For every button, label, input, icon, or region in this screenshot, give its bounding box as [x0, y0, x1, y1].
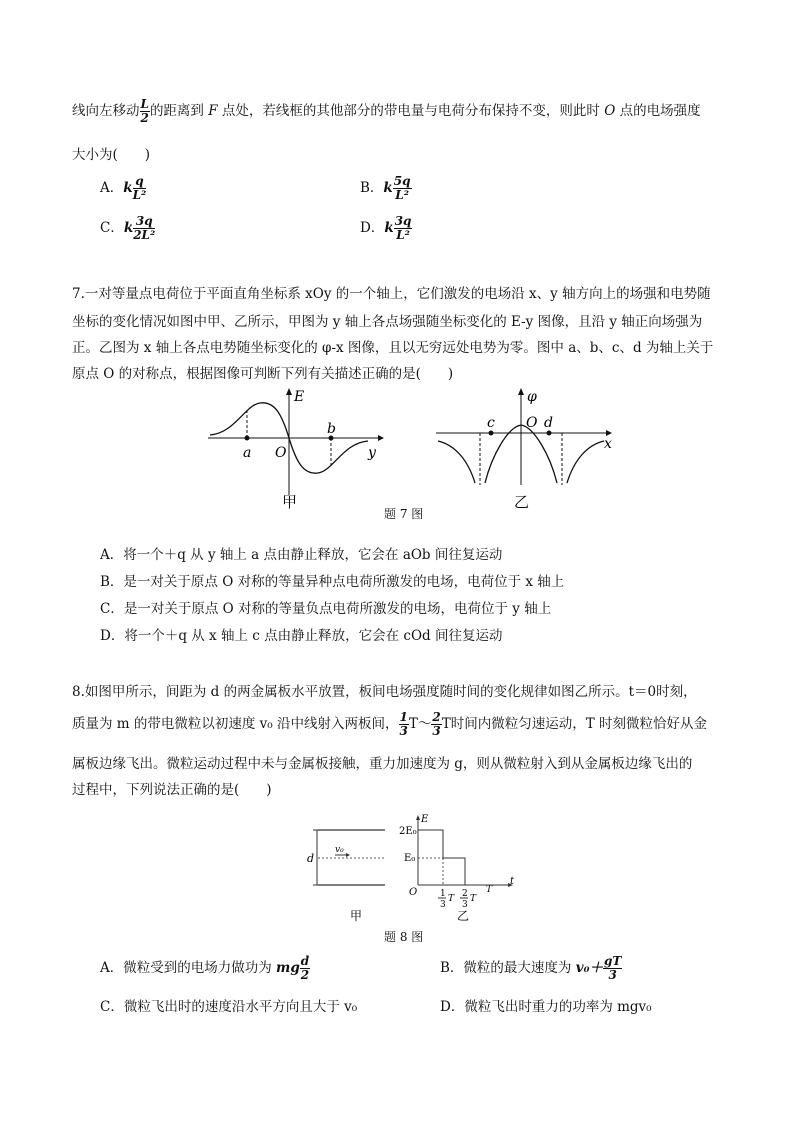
label-third-num: 1 — [440, 889, 446, 899]
q8-figure — [300, 810, 530, 930]
q7-option-a[interactable]: A．将一个＋q 从 y 轴上 a 点由静止释放，它会在 aOb 间往复运动 — [100, 547, 503, 563]
q8-line-1: 8.如图甲所示，间距为 d 的两金属板水平放置，板间电场强度随时间的变化规律如图乙所示。t＝0时刻， — [72, 684, 697, 700]
label-d: d — [544, 415, 553, 431]
label-o: O — [409, 887, 418, 898]
e-axis-arrow-icon — [416, 815, 420, 820]
q6-fraction-l-over-2: $\frac{L}{2}$ — [140, 97, 149, 125]
q7-line-1: 7.一对等量点电荷位于平面直角坐标系 xOy 的一个轴上，它们激发的电场沿 x、y 轴方向上的场强和电势随 — [72, 286, 711, 302]
label-a: a — [243, 445, 252, 461]
label-t: t — [510, 876, 515, 887]
y-axis-arrow-icon — [378, 435, 384, 441]
label-phi: φ — [527, 389, 537, 405]
point-a — [245, 436, 250, 441]
q7-option-b[interactable]: B．是一对关于原点 O 对称的等量异种点电荷所激发的电场，电荷位于 x 轴上 — [100, 574, 565, 590]
label-jia: 甲 — [282, 493, 298, 511]
q6-line-2: 大小为( ) — [72, 147, 151, 163]
label-c: c — [487, 415, 495, 431]
phi-curve-right-outer — [567, 441, 604, 483]
label-t1: T — [448, 894, 455, 904]
q7-caption: 题 7 图 — [384, 507, 424, 521]
label-yi: 乙 — [457, 909, 470, 923]
label-twothird-den: 3 — [462, 900, 468, 910]
label-e: E — [294, 389, 305, 405]
q7-option-d[interactable]: D．将一个＋q 从 x 轴上 c 点由静止释放，它会在 cOd 间往复运动 — [100, 628, 503, 644]
q6-option-a[interactable]: A．k $\frac{q}{\text{L²}}$ — [100, 174, 147, 202]
q7-figure-yi — [430, 385, 620, 515]
q7-line-3: 正。乙图为 x 轴上各点电势随坐标变化的 φ-x 图像，且以无穷远处电势为零。图中 a、b、c、d 为轴上关于 — [72, 340, 714, 356]
q8-line-4: 过程中，下列说法正确的是( ) — [72, 782, 272, 798]
q6-option-c[interactable]: C．k $\frac{3q}{\text{2L²}}$ — [100, 214, 156, 242]
label-yi: 乙 — [514, 493, 530, 511]
point-d — [547, 431, 552, 436]
q8-option-a[interactable]: A．微粒受到的电场力做功为 mg $\frac{d}{2}$ — [100, 954, 310, 982]
q8-option-d[interactable]: D．微粒飞出时重力的功率为 mgv₀ — [440, 999, 652, 1015]
phi-axis-arrow-icon — [518, 388, 524, 395]
q8-option-b[interactable]: B．微粒的最大速度为 v₀＋ $\frac{gT}{3}$ — [440, 954, 622, 982]
q7-option-c[interactable]: C．是一对关于原点 O 对称的等量负点电荷所激发的电场，电荷位于 y 轴上 — [100, 601, 552, 617]
label-x: x — [604, 436, 612, 452]
label-jia: 甲 — [350, 909, 363, 923]
q7-line-2: 坐标的变化情况如图中甲、乙所示，甲图为 y 轴上各点场强随坐标变化的 E-y 图像，且沿 y 轴正向场强为 — [72, 314, 703, 330]
label-twothird-num: 2 — [462, 889, 468, 899]
label-b: b — [327, 421, 336, 437]
label-e: E — [421, 814, 429, 825]
q8-line-3: 属板边缘飞出。微粒运动过程中未与金属板接触，重力加速度为 g，则从微粒射入到从金属板边缘飞出的 — [72, 756, 693, 772]
q8-caption: 题 8 图 — [384, 930, 424, 944]
q6-line-1: 线向左移动 $\frac{L}{2}$ 的距离到 F 点处，若线框的其他部分的带电量与电荷分布保持不变，则此时 O 点的电场强度 — [72, 97, 701, 125]
label-t3: T — [486, 885, 493, 895]
label-o: O — [526, 415, 538, 431]
label-o: O — [275, 445, 287, 461]
v0-arrow-icon — [346, 853, 350, 857]
q6-option-b[interactable]: B．k $\frac{5q}{\text{L²}}$ — [360, 174, 411, 202]
q8-option-c[interactable]: C．微粒飞出时的速度沿水平方向且大于 v₀ — [100, 999, 358, 1015]
label-d: d — [307, 852, 315, 865]
e-t-step — [418, 830, 465, 885]
q6-option-d[interactable]: D．k $\frac{3q}{\text{L²}}$ — [360, 214, 412, 242]
q7-line-4: 原点 O 的对称点，根据图像可判断下列有关描述正确的是( ) — [72, 366, 454, 382]
q7-figure-jia — [200, 385, 390, 515]
point-c — [489, 431, 494, 436]
e-axis-arrow-icon — [286, 388, 292, 395]
label-2e0: 2E₀ — [399, 826, 417, 837]
label-third-den: 3 — [440, 900, 446, 910]
phi-curve-left-outer — [438, 441, 475, 483]
label-t2: T — [470, 894, 477, 904]
label-v0: v₀ — [335, 845, 344, 855]
label-e0: E₀ — [404, 853, 416, 864]
q8-line-2: 质量为 m 的带电微粒以初速度 v₀ 沿中线射入两板间， $\frac{1}{3}$ T～ $\frac{2}{3}$ T时间内微粒匀速运动，T 时刻微粒恰好从金 — [72, 710, 708, 738]
label-y: y — [368, 445, 376, 461]
